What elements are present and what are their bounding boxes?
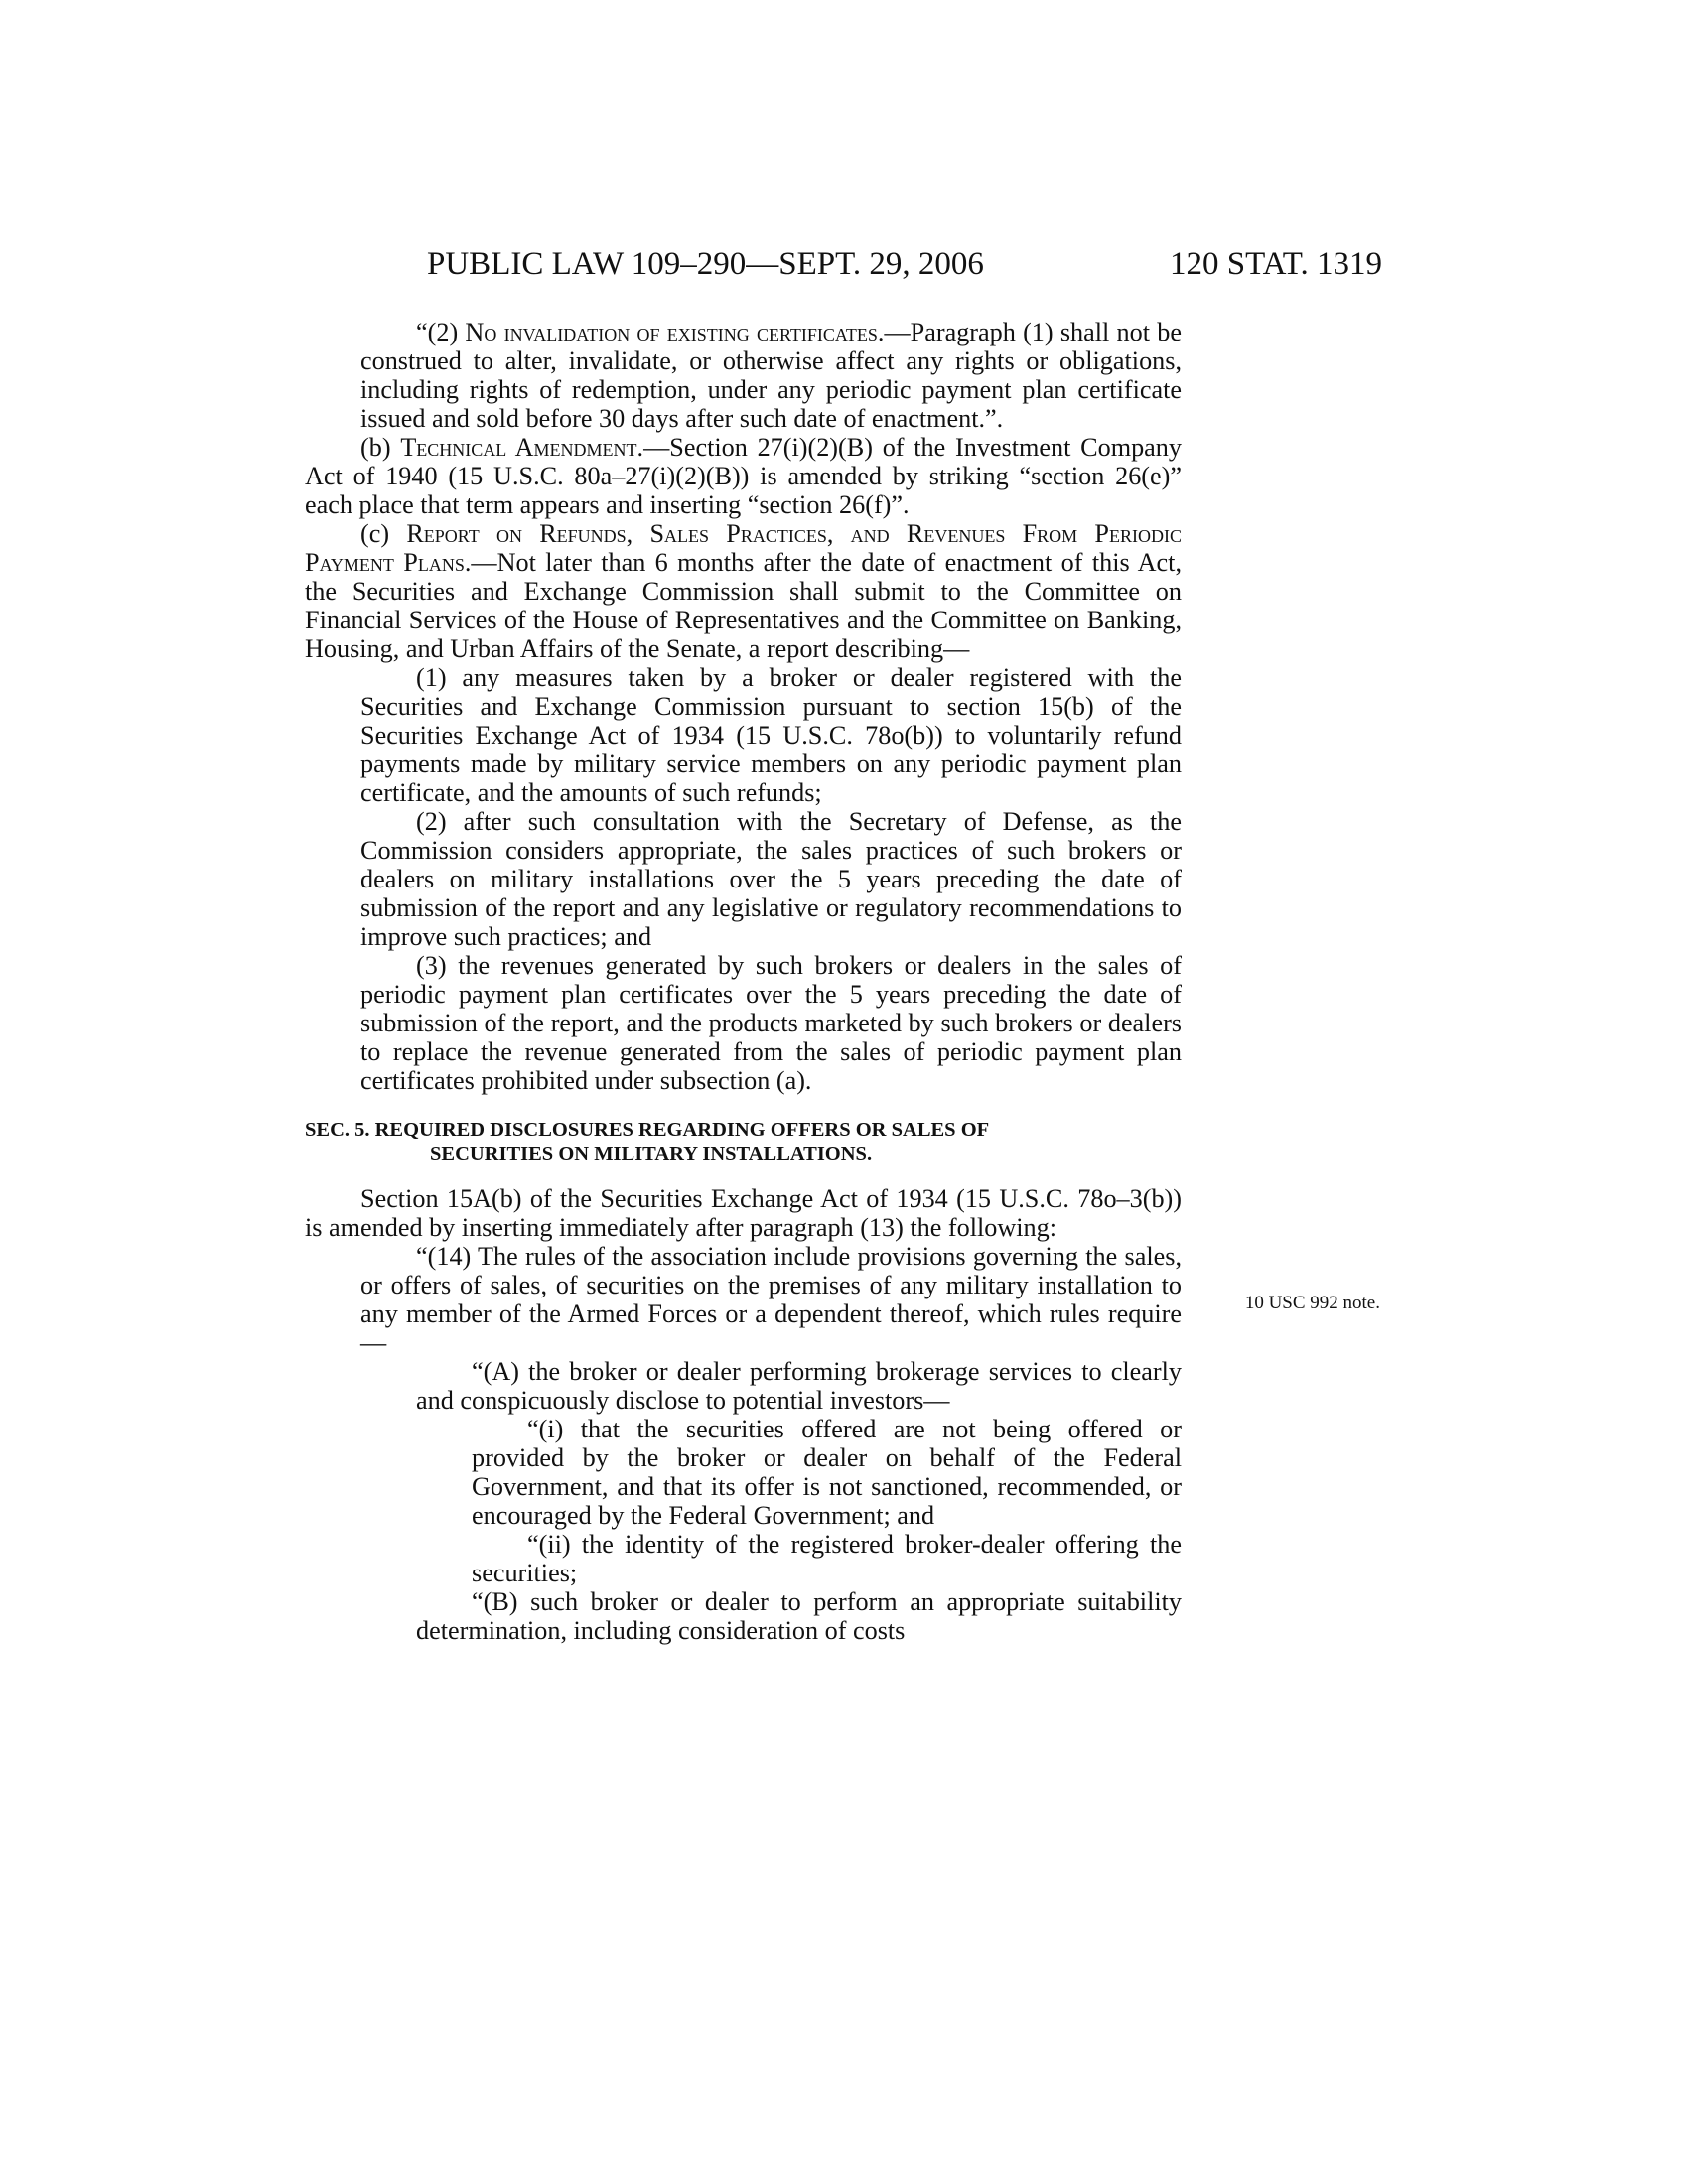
paragraph-14: “(14) The rules of the association include provisions governing the sales, or offers of sales, of securities on the premises of any military installation to any member of the Armed Forces or a dependent thereof, which rules require— (360, 1242, 1182, 1357)
statute-page-number: 120 STAT. 1319 (1169, 246, 1382, 282)
document-body (305, 318, 1182, 1645)
paragraph-c1: (1) any measures taken by a broker or dealer registered with the Securities and Exchange Commission pursuant to section 15(b) of the Securities Exchange Act of 1934 (15 U.S.C. 78o(b)) to voluntarily refund payments made by military service members on any periodic payment plan certificate, and the amounts of such refunds; (360, 663, 1182, 807)
margin-note: 10 USC 992 note. (1244, 1293, 1380, 1313)
subsection-heading: Report on Refunds, Sales Practices, and Revenues From Periodic Payment Plans. (305, 519, 1182, 577)
subparagraph-B: “(B) such broker or dealer to perform an appropriate suitability determination, including consideration of costs (416, 1587, 1182, 1645)
clause-i: “(i) that the securities offered are not being offered or provided by the broker or dealer on behalf of the Federal Government, and that its offer is not sanctioned, recommended, or encouraged by the Federal Government; and (472, 1415, 1182, 1530)
paragraph-2-no-invalidation (305, 318, 1182, 433)
subsection-label: (b) (360, 433, 401, 462)
paragraph-c3: (3) the revenues generated by such brokers or dealers in the sales of periodic payment plan certificates over the 5 years preceding the date of submission of the report, and the products marketed by such brokers or dealers to replace the revenue generated from the sales of periodic payment plan certificates prohibited under subsection (a). (360, 951, 1182, 1095)
subsection-heading: Technical Amendment. (400, 433, 644, 462)
subsection-label: (c) (360, 519, 407, 548)
clause-ii: “(ii) the identity of the registered broker-dealer offering the securities; (472, 1530, 1182, 1587)
subsection-b-technical-amendment (305, 433, 1182, 519)
subsection-text: —Section 27(i)(2)(B) of the Investment Company Act of 1940 (15 U.S.C. 80a–27(i)(2)(B)) is amended by striking “section 26(e)” each place that term appears and inserting “section 26(f)”. (305, 433, 1182, 519)
paragraph-text: —Paragraph (1) shall not be construed to alter, invalidate, or otherwise affect any rights or obligations, including rights of redemption, under any periodic payment plan certificate issued and sold before 30 days after such date of enactment.”. (360, 318, 1182, 433)
subsection-text: —Not later than 6 months after the date of enactment of this Act, the Securities and Exchange Commission shall submit to the Committee on Financial Services of the House of Representatives and the Committee on Banking, Housing, and Urban Affairs of the Senate, a report describing— (305, 548, 1182, 663)
subparagraph-A: “(A) the broker or dealer performing brokerage services to clearly and conspicuously disclose to potential investors— (416, 1357, 1182, 1415)
section-heading-line-1: SEC. 5. REQUIRED DISCLOSURES REGARDING OFFERS OR SALES OF (305, 1119, 990, 1141)
section-5-intro: Section 15A(b) of the Securities Exchange Act of 1934 (15 U.S.C. 78o–3(b)) is amended by inserting immediately after paragraph (13) the following: (305, 1184, 1182, 1242)
paragraph-heading: No invalidation of existing certificates. (465, 318, 885, 346)
subsection-c-report (305, 519, 1182, 663)
section-heading-line-2: SECURITIES ON MILITARY INSTALLATIONS. (430, 1143, 873, 1164)
running-head-title: PUBLIC LAW 109–290—SEPT. 29, 2006 (427, 246, 984, 282)
page-header (298, 246, 1382, 286)
section-heading (305, 1118, 1182, 1165)
section-5-heading-block (305, 1118, 1182, 1165)
paragraph-c2: (2) after such consultation with the Secretary of Defense, as the Commission considers appropriate, the sales practices of such brokers or dealers on military installations over the 5 years preceding the date of submission of the report and any legislative or regulatory recommendations to improve such practices; and (360, 807, 1182, 951)
paragraph-number: “(2) (416, 318, 466, 346)
